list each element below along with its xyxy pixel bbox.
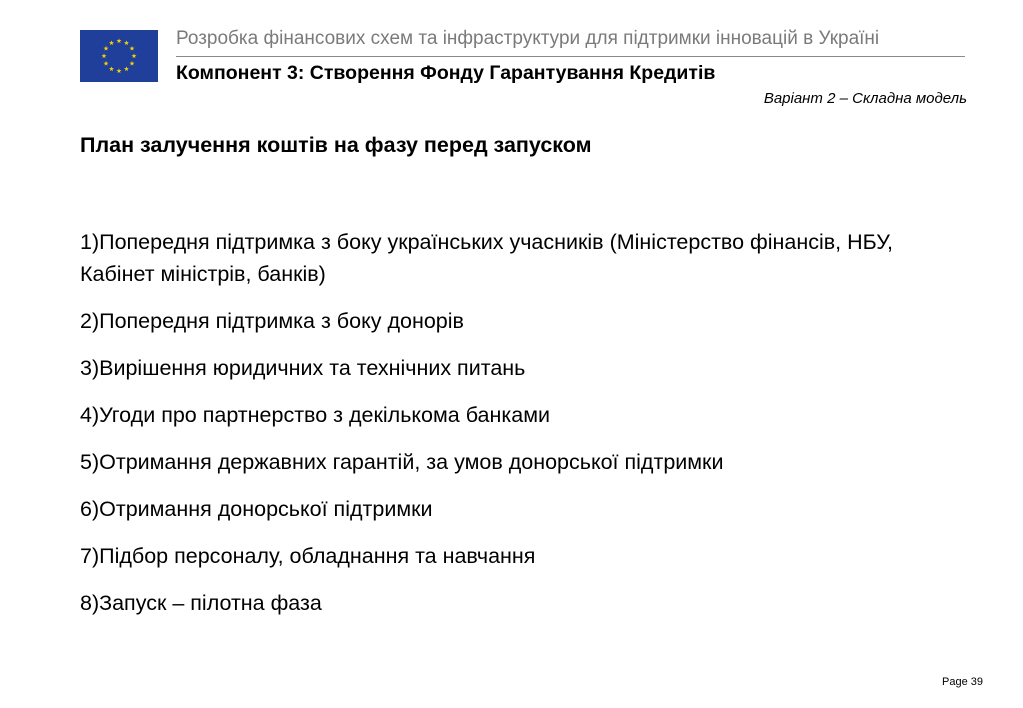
plan-item-8: 8)Запуск – пілотна фаза [80, 591, 322, 615]
header-title: Компонент 3: Створення Фонду Гарантування Кредитів [176, 62, 716, 84]
section-heading: План залучення коштів на фазу перед запуском [80, 133, 592, 157]
header-variant: Варіант 2 – Складна модель [763, 90, 967, 107]
flag-star-icon [104, 61, 109, 66]
eu-flag-logo [80, 30, 158, 82]
page-number: Page 39 [942, 676, 983, 688]
plan-item-4: 4)Угоди про партнерство з декількома банками [80, 403, 551, 427]
eu-flag-stars [80, 30, 158, 82]
flag-star-icon [124, 40, 129, 45]
header-subtitle: Розробка фінансових схем та інфраструктури для підтримки інновацій в Україні [176, 28, 880, 49]
flag-star-icon [130, 61, 135, 66]
flag-star-icon [117, 38, 122, 43]
flag-star-icon [109, 66, 114, 71]
plan-item-7: 7)Підбор персоналу, обладнання та навчання [80, 544, 536, 568]
flag-star-icon [104, 46, 109, 51]
flag-star-icon [102, 53, 107, 58]
flag-star-icon [130, 46, 135, 51]
flag-star-icon [124, 66, 129, 71]
plan-item-6: 6)Отримання донорської підтримки [80, 497, 433, 521]
flag-star-icon [109, 40, 114, 45]
plan-item-1: 1)Попередня підтримка з боку українських учасників (Міністерство фінансів, НБУ, Кабінет міністрів, банків) [80, 230, 894, 286]
plan-item-2: 2)Попередня підтримка з боку донорів [80, 309, 464, 333]
plan-item-5: 5)Отримання державних гарантій, за умов донорської підтримки [80, 450, 724, 474]
plan-item-3: 3)Вирішення юридичних та технічних питань [80, 356, 526, 380]
flag-star-icon [132, 53, 137, 58]
header-divider [176, 56, 965, 57]
flag-star-icon [117, 68, 122, 73]
plan-list [80, 226, 920, 634]
